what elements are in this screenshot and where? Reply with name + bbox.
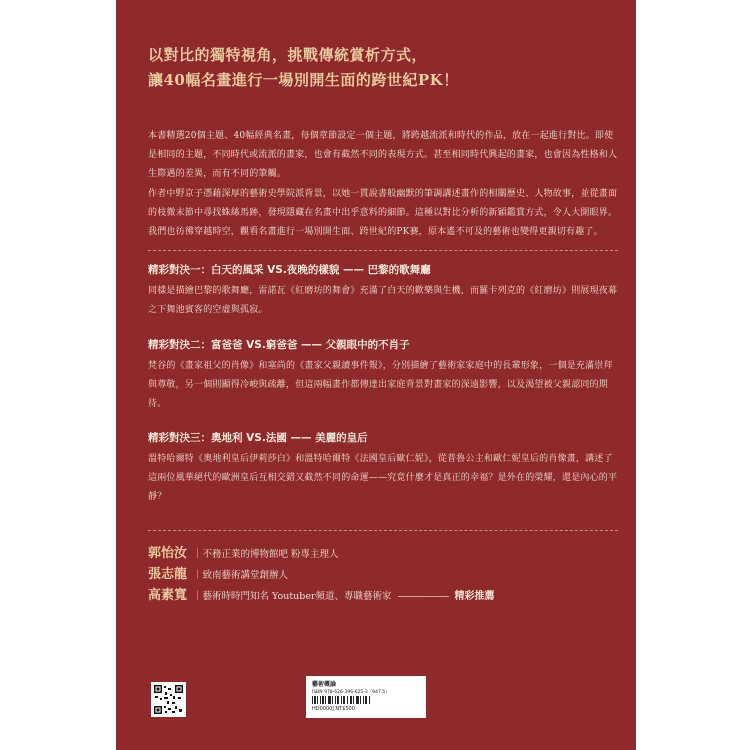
section-2-body: 梵谷的《畫家祖父的肖像》和塞尚的《畫家父親讀事件報》，分別描繪了藝術家家庭中的長輩形象，一個是充滿崇拜與尊敬，另一個則顯得冷峻與疏離，但這兩幅畫作都傳達出家庭背景對畫家的深遠影響，以及渴望被父親認同的期待。 — [148, 361, 613, 409]
recommender-3-name: 高素寬 — [148, 588, 188, 603]
divider-top — [148, 250, 618, 251]
section-3-title: 精彩對決三：奧地利 VS.法國 —— 美麗的皇后 — [148, 432, 368, 444]
headline-line-2: 讓40幅名畫進行一場別開生面的跨世紀PK！ — [148, 71, 459, 89]
section-3-body: 溫特哈爾特《奧地利皇后伊莉莎白》和溫特哈爾特《法國皇后歐仁妮》，從普魯公主和歐仁妮皇后的肖像畫，講述了這兩位風華絕代的歐洲皇后互相交錯又截然不同的命運——究竟什麼才是真正的幸福？是外在的榮耀，還是內心的平靜？ — [148, 454, 618, 502]
barcode-code: HD0000J NT$500 — [312, 706, 355, 712]
recommender-3-desc: ｜藝術時時門知名 Youtuber頻道、專職藝術家 — [193, 591, 392, 602]
recommendation-tag: 精彩推薦 — [454, 591, 495, 602]
qr-code — [151, 682, 186, 717]
headline — [148, 43, 608, 93]
recommender-dash: —————— — [397, 591, 449, 602]
recommender-1 — [148, 542, 618, 561]
barcode-category: 藝術概論 — [312, 681, 337, 688]
divider-bottom — [148, 530, 618, 531]
intro-paragraph-2: 作者中野京子憑藉深厚的藝術史學院派背景，以她一貫說書般幽默的筆調講述畫作的相關歷史、人物故事，並從畫面的枝微末節中尋找蛛絲馬跡，發現隱藏在名畫中出乎意料的細節。這種以對比分析的新穎鑑賞方式，令人大開眼界。我們也彷彿穿越時空，觀看名畫進行一場別開生面、跨世紀的PK賽，原本遙不可及的藝術也變得更親切有趣了。 — [148, 188, 618, 238]
book-back-cover — [116, 0, 636, 750]
section-1-body: 同樣是描繪巴黎的歌舞廳，雷諾瓦《紅磨坊的舞會》充滿了白天的歡樂與生機，而羅卡列克的《紅磨坊》則展現夜幕之下舞池賓客的空虛與孤寂。 — [148, 286, 618, 315]
recommender-2-desc: ｜致南藝術講堂創辦人 — [193, 570, 289, 581]
section-3 — [148, 430, 618, 507]
section-2-title: 精彩對決二：富爸爸 VS.窮爸爸 —— 父親眼中的不肖子 — [148, 339, 410, 351]
recommender-3 — [148, 584, 618, 603]
section-1-title: 精彩對決一：白天的風采 VS.夜晚的樣貌 —— 巴黎的歌舞廳 — [148, 264, 431, 276]
recommender-2-name: 張志龍 — [148, 567, 188, 582]
barcode-label — [306, 676, 426, 718]
recommender-1-desc: ｜不務正業的博物館吧 粉專主理人 — [193, 549, 339, 560]
intro-paragraph-1: 本書精選20個主題、40幅經典名畫，每個章節設定一個主題，將跨越流派和時代的作品，放在一起進行對比。即使是相同的主題，不同時代或流派的畫家，也會有截然不同的表現方式。甚至相同時代興起的畫家，也會因為性格和人生際遇的差異，而有不同的筆觸。 — [148, 131, 618, 180]
intro-text — [148, 127, 618, 242]
barcode-isbn: ISBN 978-626-396-625-3（947.5） — [312, 690, 390, 695]
headline-line-1: 以對比的獨特視角，挑戰傳統賞析方式， — [148, 46, 428, 64]
barcode-stripes — [312, 696, 372, 704]
section-2 — [148, 337, 618, 414]
recommender-2 — [148, 563, 618, 582]
section-1 — [148, 262, 618, 320]
recommender-1-name: 郭怡汝 — [148, 546, 188, 561]
qr-code-graphic — [153, 684, 184, 715]
